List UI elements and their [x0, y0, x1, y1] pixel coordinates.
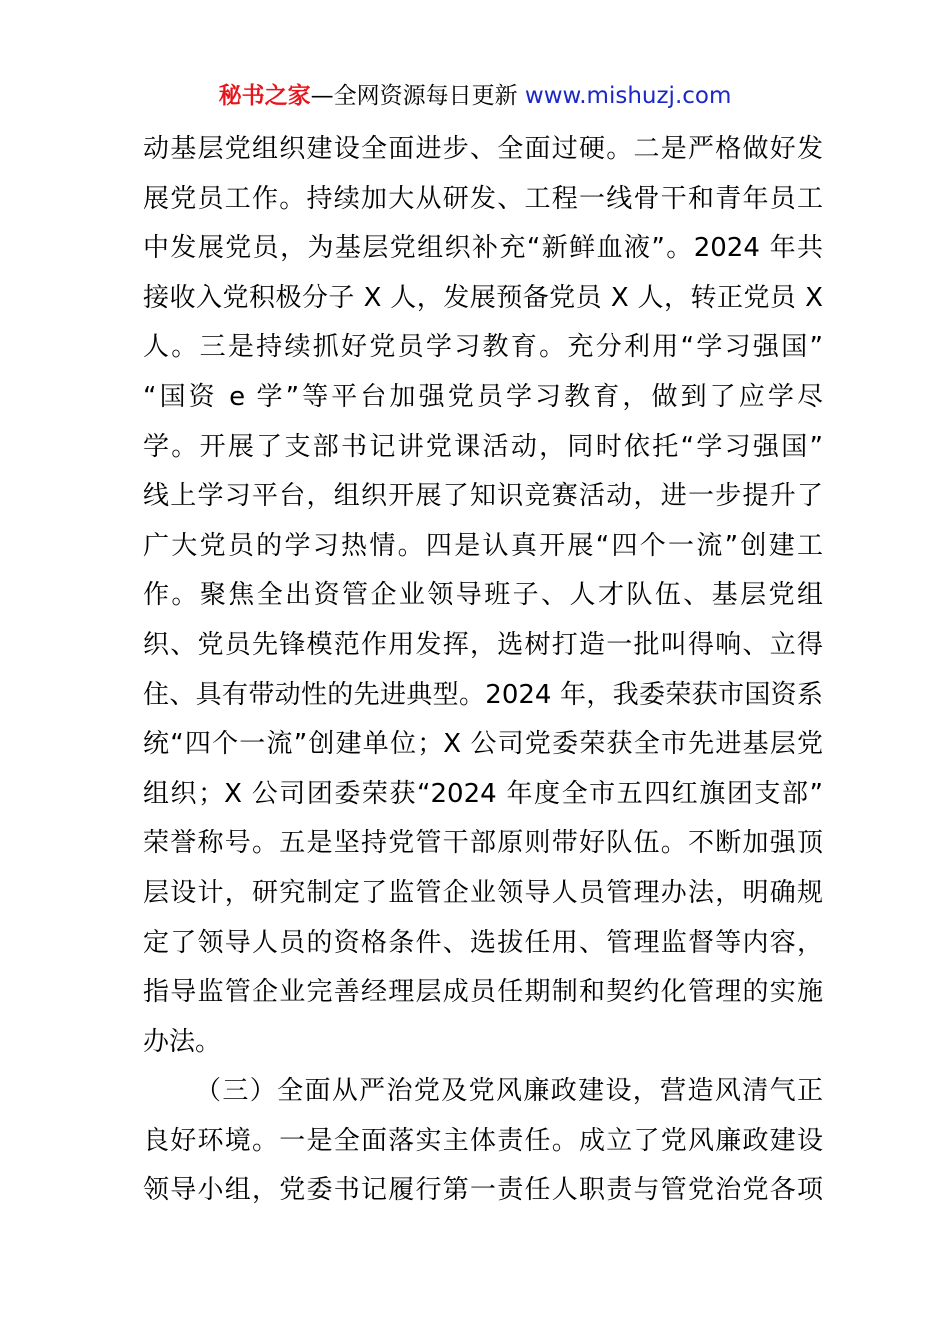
body-line: 广大党员的学习热情。四是认真开展“四个一流”创建工 [143, 530, 823, 561]
body-line: 领导小组，党委书记履行第一责任人职责与管党治党各项 [143, 1175, 823, 1206]
body-line: 指导监管企业完善经理层成员任期制和契约化管理的实施 [143, 977, 823, 1008]
body-line: 学。开展了支部书记讲党课活动，同时依托“学习强国” [143, 431, 823, 462]
body-line: 线上学习平台，组织开展了知识竞赛活动，进一步提升了 [143, 481, 823, 512]
body-line: 良好环境。一是全面落实主体责任。成立了党风廉政建设 [143, 1125, 823, 1156]
body-line: 荣誉称号。五是坚持党管干部原则带好队伍。不断加强顶 [143, 828, 823, 859]
site-header [0, 78, 950, 114]
body-line: 动基层党组织建设全面进步、全面过硬。二是严格做好发 [143, 134, 823, 164]
body-line: 作。聚焦全出资管企业领导班子、人才队伍、基层党组 [143, 580, 823, 611]
site-brand: 秘书之家 [218, 83, 311, 109]
site-url-link[interactable]: www.mishuzj.com [524, 83, 732, 109]
body-line: 统“四个一流”创建单位；X 公司党委荣获全市先进基层党 [143, 729, 823, 760]
body-line: 层设计，研究制定了监管企业领导人员管理办法，明确规 [143, 877, 823, 908]
document-body [143, 125, 823, 1216]
body-line: 展党员工作。持续加大从研发、工程一线骨干和青年员工 [143, 183, 823, 214]
site-slogan: —全网资源每日更新 [310, 83, 525, 109]
body-line: 织、党员先锋模范作用发挥，选树打造一批叫得响、立得 [143, 629, 823, 660]
body-line: 人。三是持续抓好党员学习教育。充分利用“学习强国” [143, 332, 823, 363]
body-line: 定了领导人员的资格条件、选拔任用、管理监督等内容， [143, 927, 823, 958]
body-line: 办法。 [143, 1026, 222, 1057]
body-line: 住、具有带动性的先进典型。2024 年，我委荣获市国资系 [143, 679, 823, 710]
section-heading-line: （三）全面从严治党及党风廉政建设，营造风清气正 [195, 1076, 823, 1107]
body-line: 中发展党员，为基层党组织补充“新鲜血液”。2024 年共 [143, 233, 823, 264]
body-line: 接收入党积极分子 X 人，发展预备党员 X 人，转正党员 X [143, 282, 823, 313]
body-line: 组织；X 公司团委荣获“2024 年度全市五四红旗团支部” [143, 778, 823, 809]
body-line: “国资 e 学”等平台加强党员学习教育，做到了应学尽 [143, 381, 823, 412]
